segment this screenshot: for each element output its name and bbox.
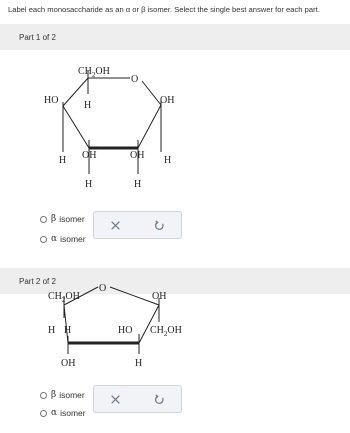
undo-icon	[154, 220, 165, 231]
c1-ch2oh-label: $CH_2OH$	[150, 325, 182, 338]
part-1-option-beta[interactable]: β isomer	[40, 214, 85, 224]
c2-h-label: H	[134, 179, 142, 190]
part-1-clear-button[interactable]	[106, 215, 126, 235]
c1-oh-label: OH	[160, 95, 175, 106]
close-icon	[110, 220, 121, 231]
c3-oh-label: OH	[82, 150, 97, 161]
radio-button[interactable]	[40, 410, 47, 417]
c4-ho-label: HO	[44, 95, 59, 106]
c1-oh-label: OH	[152, 291, 167, 302]
radio-button[interactable]	[40, 392, 47, 399]
part-2-title: Part 2 of 2	[19, 276, 56, 286]
undo-icon	[154, 394, 165, 405]
part-2-clear-button[interactable]	[106, 389, 126, 409]
part-2-reset-button[interactable]	[149, 389, 169, 409]
radio-button[interactable]	[40, 216, 47, 223]
c2-h-label: H	[135, 358, 143, 369]
c3-h-label: H	[85, 179, 93, 190]
c2-ho-label: HO	[118, 325, 133, 336]
c5-h-label: H	[84, 100, 92, 111]
part-2-option-beta[interactable]: β isomer	[40, 390, 85, 400]
part-1-header	[0, 24, 350, 50]
furanose-haworth-structure	[0, 278, 350, 388]
ring-oxygen-label: O	[131, 74, 139, 85]
c4-h-label: H	[59, 155, 67, 166]
instruction-text: Label each monosaccharide as an α or β isomer. Select the single best answer for each part.	[8, 5, 320, 14]
part-1-action-box	[93, 211, 182, 239]
c1-h-label: H	[164, 155, 172, 166]
part-1-reset-button[interactable]	[149, 215, 169, 235]
c3-h-label: H	[64, 325, 72, 336]
ring-oxygen-label: O	[99, 283, 107, 294]
part-1-option-alpha[interactable]: α isomer	[40, 234, 86, 244]
part-2-option-alpha[interactable]: α isomer	[40, 408, 86, 418]
part-1-title: Part 1 of 2	[19, 32, 56, 42]
part-2-action-box	[93, 385, 182, 413]
ch2oh-label: $CH_2OH$	[48, 291, 80, 304]
pyranose-haworth-structure	[0, 52, 350, 202]
radio-button[interactable]	[40, 236, 47, 243]
c2-oh-label: OH	[130, 150, 145, 161]
ch2oh-label: $CH_2OH$	[78, 66, 110, 79]
close-icon	[110, 394, 121, 405]
c4-h-label: H	[48, 325, 56, 336]
c3-oh-label: OH	[61, 358, 76, 369]
